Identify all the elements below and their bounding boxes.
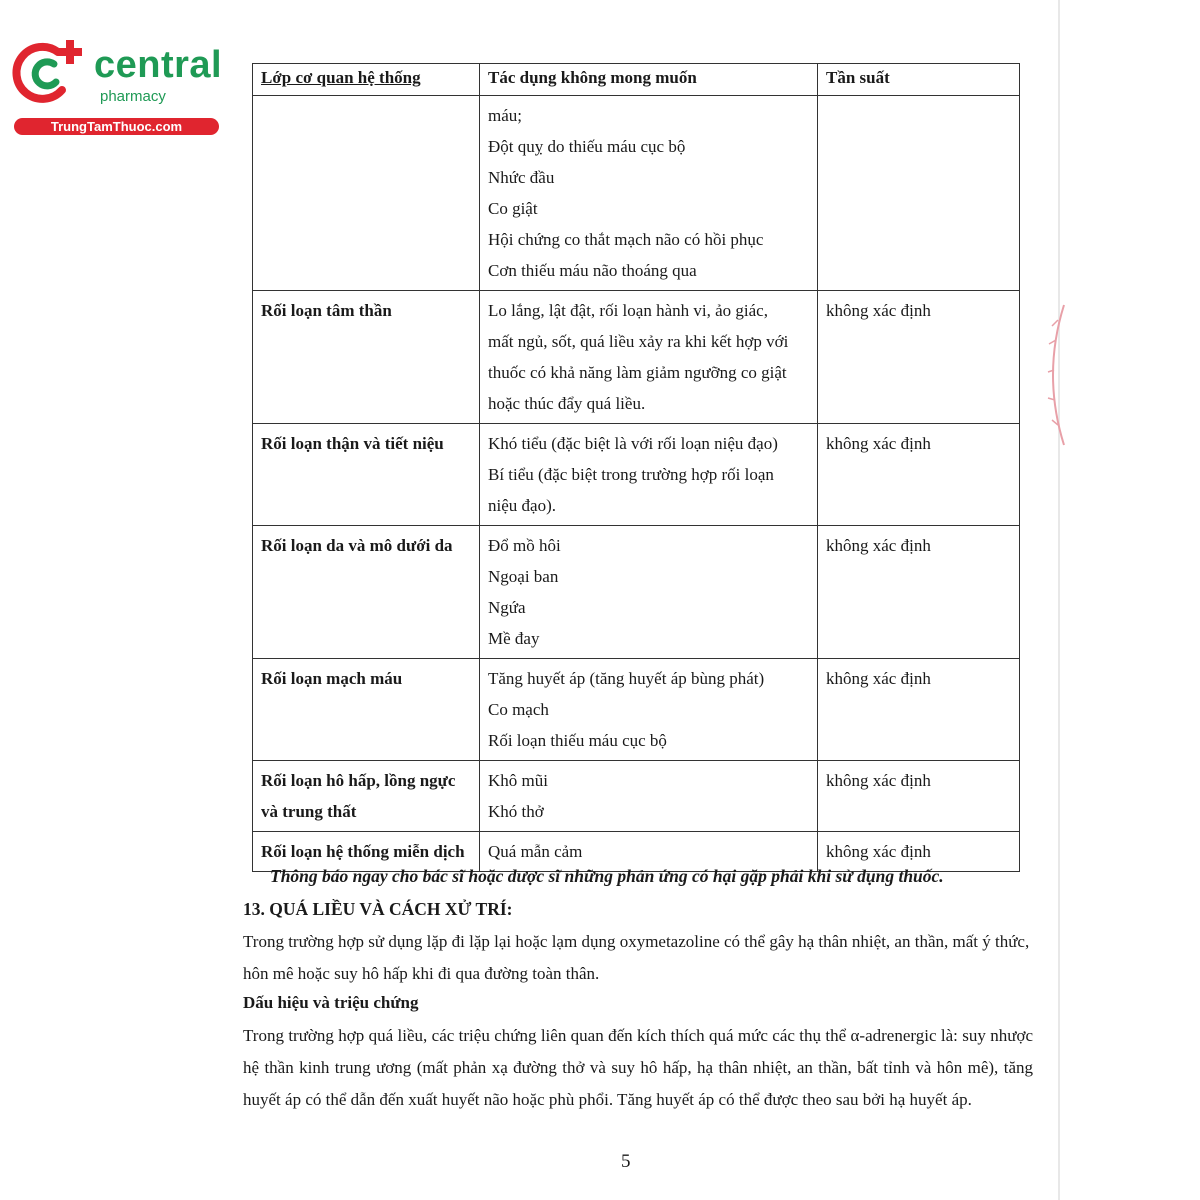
table-row (253, 424, 1020, 526)
effect-line: niệu đạo). (488, 496, 556, 515)
effect-line: Rối loạn thiếu máu cục bộ (488, 731, 667, 750)
effects-cell (480, 96, 818, 291)
effect-line: Cơn thiếu máu não thoáng qua (488, 261, 697, 280)
table-header-row (253, 64, 1020, 96)
overdose-paragraph: Trong trường hợp sử dụng lặp đi lặp lại hoặc lạm dụng oxymetazoline có thể gây hạ thân nhiệt, an thần, mất ý thức, hôn mê hoặc suy hô hấp khi đi qua đường toàn thân. (243, 932, 1030, 983)
header-organ-class: Lớp cơ quan hệ thống (253, 64, 480, 96)
frequency-cell: không xác định (818, 526, 1020, 659)
effects-cell (480, 659, 818, 761)
effect-line: Lo lắng, lật đật, rối loạn hành vi, ảo giác, (488, 301, 768, 320)
effect-line: hoặc thúc đẩy quá liều. (488, 394, 646, 413)
effect-line: Bí tiểu (đặc biệt trong trường hợp rối loạn (488, 465, 774, 484)
organ-class-cell: Rối loạn tâm thần (253, 291, 480, 424)
header-adverse-effects: Tác dụng không mong muốn (480, 64, 818, 96)
central-pharmacy-logo[interactable] (10, 38, 223, 138)
effect-line: Nhức đầu (488, 168, 555, 187)
organ-class-cell: Rối loạn hô hấp, lồng ngực và trung thất (253, 761, 480, 832)
effect-line: thuốc có khả năng làm giảm ngưỡng co giật (488, 363, 787, 382)
effect-line: máu; (488, 106, 522, 125)
pharmacy-logo-icon (10, 38, 90, 108)
effect-line: Mề đay (488, 629, 540, 648)
adverse-reactions-table (252, 63, 1020, 872)
page-edge (1058, 0, 1060, 1200)
table-row (253, 96, 1020, 291)
header-frequency: Tần suất (818, 64, 1020, 96)
frequency-cell (818, 96, 1020, 291)
effect-line: Quá mẫn cảm (488, 842, 583, 861)
frequency-cell: không xác định (818, 761, 1020, 832)
organ-class-cell: Rối loạn mạch máu (253, 659, 480, 761)
frequency-cell: không xác định (818, 291, 1020, 424)
frequency-cell: không xác định (818, 832, 1020, 872)
signs-symptoms-heading: Dấu hiệu và triệu chứng (243, 993, 419, 1012)
organ-class-cell (253, 96, 480, 291)
effect-line: Ngứa (488, 598, 526, 617)
organ-class-cell: Rối loạn hệ thống miễn dịch (253, 832, 480, 872)
organ-class-cell: Rối loạn thận và tiết niệu (253, 424, 480, 526)
organ-class-cell: Rối loạn da và mô dưới da (253, 526, 480, 659)
effect-line: Tăng huyết áp (tăng huyết áp bùng phát) (488, 669, 765, 688)
logo-subtitle: pharmacy (100, 88, 166, 105)
frequency-cell: không xác định (818, 659, 1020, 761)
table-row (253, 526, 1020, 659)
effect-line: Hội chứng co thắt mạch não có hồi phục (488, 230, 764, 249)
table-row (253, 659, 1020, 761)
logo-brand: central (94, 44, 223, 86)
logo-website: TrungTamThuoc.com (14, 118, 219, 135)
effect-line: Khó thở (488, 802, 544, 821)
effect-line: Khô mũi (488, 771, 548, 790)
effect-line: Khó tiểu (đặc biệt là với rối loạn niệu đạo) (488, 434, 778, 453)
warning-notice: Thông báo ngay cho bác sĩ hoặc dược sĩ những phản ứng có hại gặp phải khi sử dụng thuốc. (270, 866, 944, 886)
effect-line: Co mạch (488, 700, 549, 719)
effect-line: Ngoại ban (488, 567, 559, 586)
symptoms-paragraph: Trong trường hợp quá liều, các triệu chứng liên quan đến kích thích quá mức các thụ thể α-adrenergic là: suy nhược hệ thần kinh trung ương (mất phản xạ đường thở và suy hô hấp, hạ thân nhiệt, an thần, bất tỉnh và hôn mê), tăng huyết áp có thể dẫn đến xuất huyết não hoặc phù phổi. Tăng huyết áp có thể được theo sau bởi hạ huyết áp. (243, 1026, 1033, 1109)
table-row (253, 761, 1020, 832)
table-row (253, 291, 1020, 424)
effects-cell (480, 291, 818, 424)
frequency-cell: không xác định (818, 424, 1020, 526)
effect-line: Đổ mồ hôi (488, 536, 561, 555)
stamp-fragment (1036, 300, 1066, 450)
effects-cell (480, 424, 818, 526)
section-13-heading: 13. QUÁ LIỀU VÀ CÁCH XỬ TRÍ: (243, 899, 513, 919)
effects-cell (480, 526, 818, 659)
effects-cell (480, 761, 818, 832)
effect-line: mất ngủ, sốt, quá liều xảy ra khi kết hợp với (488, 332, 789, 351)
effect-line: Đột quỵ do thiếu máu cục bộ (488, 137, 686, 156)
effect-line: Co giật (488, 199, 538, 218)
page-number: 5 (621, 1151, 631, 1172)
